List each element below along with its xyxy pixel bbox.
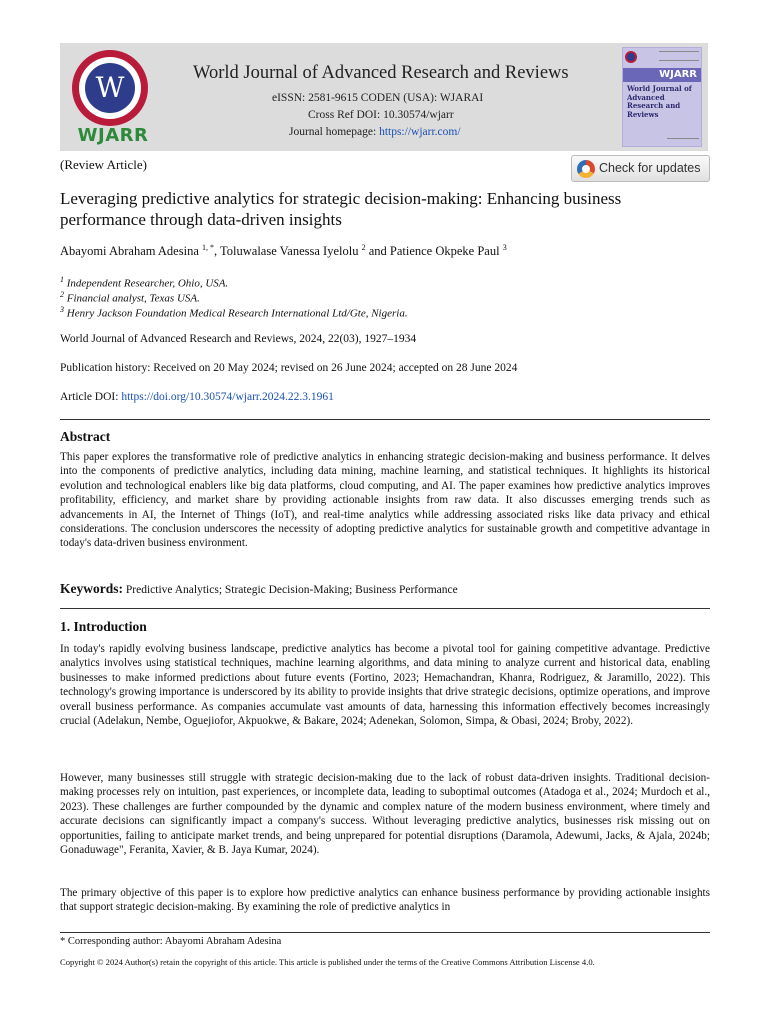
homepage-label: Journal homepage:: [289, 126, 380, 138]
issn-line: eISSN: 2581-9615 CODEN (USA): WJARAI: [272, 92, 484, 104]
keywords-label: Keywords:: [60, 581, 123, 596]
crossmark-icon: [577, 160, 595, 178]
doi-label: Article DOI:: [60, 391, 122, 403]
crossref-doi-line: Cross Ref DOI: 10.30574/wjarr: [308, 109, 454, 121]
copyright-notice: Copyright © 2024 Author(s) retain the copyright of this article. This article is published under the terms of the Creative Commons Attribution Liscense 4.0.: [60, 957, 595, 967]
author-name: and Patience Okpeke Paul: [365, 244, 503, 259]
cover-seal-icon: [625, 51, 637, 63]
citation-line: World Journal of Advanced Research and Reviews, 2024, 22(03), 1927–1934: [60, 333, 417, 345]
article-type: (Review Article): [60, 157, 147, 172]
doi-link[interactable]: https://doi.org/10.30574/wjarr.2024.22.3.1961: [121, 391, 334, 403]
abstract-heading: Abstract: [60, 429, 111, 444]
journal-cover-thumbnail: [622, 47, 702, 147]
check-for-updates-button[interactable]: [571, 155, 710, 182]
homepage-link[interactable]: https://wjarr.com/: [379, 126, 461, 138]
journal-homepage-line: [289, 126, 461, 138]
journal-logo: [70, 50, 156, 146]
introduction-heading: 1. Introduction: [60, 619, 147, 634]
corresponding-author: * Corresponding author: Abayomi Abraham Adesina: [60, 936, 282, 947]
divider: [60, 608, 710, 609]
divider: [60, 419, 710, 420]
article-doi-line: [60, 391, 334, 403]
cover-journal-name: World Journal of Advanced Research and Reviews: [627, 84, 692, 119]
author-list: [60, 243, 507, 259]
keywords-line: [60, 581, 458, 597]
check-for-updates-label: Check for updates: [599, 161, 701, 175]
footnote-divider: [60, 932, 710, 933]
author-name: Abayomi Abraham Adesina: [60, 244, 202, 259]
logo-letter: W: [85, 63, 135, 113]
cover-band-label: WJARR: [659, 69, 697, 80]
affiliation: $^1$ Independent Researcher, Ohio, USA.: [60, 275, 229, 290]
abstract-text: This paper explores the transformative role of predictive analytics in enhancing strategic decision-making and business performance. It delves into the components of predictive analytics, including data mining, machine learning, and statistical techniques. It highlights its historical evolution and technological enablers like big data platforms, cloud computing, and AI. The paper examines how predictive analytics improves profitability, efficiency, and market share by providing actionable insights from raw data. It also discusses emerging trends such as advancements in AI, the Internet of Things (IoT), and real-time analytics while addressing associated risks like data privacy and ethical considerations. The conclusion underscores the necessity of adopting predictive analytics for sustainable growth and competitive advantage in today's data-driven business environment.: [60, 451, 710, 550]
author-affiliation-mark: 3: [502, 243, 507, 252]
keywords-text: Predictive Analytics; Strategic Decision-Making; Business Performance: [123, 584, 458, 596]
affiliation: $^3$ Henry Jackson Foundation Medical Research International Ltd/Gte, Nigeria.: [60, 305, 408, 320]
introduction-paragraph: In today's rapidly evolving business landscape, predictive analytics has become a pivotal tool for gaining competitive advantage. Predictive analytics involves using statistical techniques, machine learning algorithms, and data mining to analyze current and historical data, enabling businesses to make informed predictions about future events (Fortino, 2023; Hemachandran, Khanra, Rodriguez, & Jaramillo, 2022). This technology's growing importance is underscored by its ability to provide insights that drive strategic decisions, optimize operations, and improve overall business performance. As companies accumulate vast amounts of data, harnessing this information effectively becomes increasingly crucial (Adelakun, Nembe, Oguejiofor, Akpuokwe, & Bakare, 2024; Adenekan, Solomon, Simpa, & Obasi, 2024; Broby, 2022).: [60, 643, 710, 728]
author-name: , Toluwalase Vanessa Iyelolu: [214, 244, 362, 259]
affiliation: $^2$ Financial analyst, Texas USA.: [60, 290, 200, 305]
author-affiliation-mark: 2: [361, 243, 366, 252]
introduction-paragraph: The primary objective of this paper is to explore how predictive analytics can enhance business performance by providing actionable insights that support strategic decision-making. By examining the role of predictive analytics in: [60, 887, 710, 914]
logo-ring: [72, 50, 148, 126]
publication-history: Publication history: Received on 20 May 2024; revised on 26 June 2024; accepted on 28 June 2024: [60, 362, 518, 374]
article-title: Leveraging predictive analytics for strategic decision-making: Enhancing business performance through data-driven insights: [60, 189, 622, 229]
journal-title: World Journal of Advanced Research and Reviews: [193, 63, 569, 83]
author-affiliation-mark: 1, *: [202, 243, 214, 252]
introduction-paragraph: However, many businesses still struggle with strategic decision-making due to the lack of robust data-driven insights. Traditional decision-making processes rely on intuition, past experiences, or incomplete data, leading to suboptimal outcomes (Atadoga et al., 2024; Murdoch et al., 2023). These challenges are further compounded by the dynamic and complex nature of the modern business environment, where timely and accurate decisions can significantly impact a company's success. Without leveraging predictive analytics, businesses risk missing out on opportunities, failing to anticipate market trends, and being unprepared for potential disruptions (Daramola, Adewumi, Jacks, & Ajala, 2024b; Gonaduwage", Feranita, Xavier, & B. Jaya Kumar, 2024).: [60, 772, 710, 857]
logo-text: WJARR: [77, 125, 149, 146]
